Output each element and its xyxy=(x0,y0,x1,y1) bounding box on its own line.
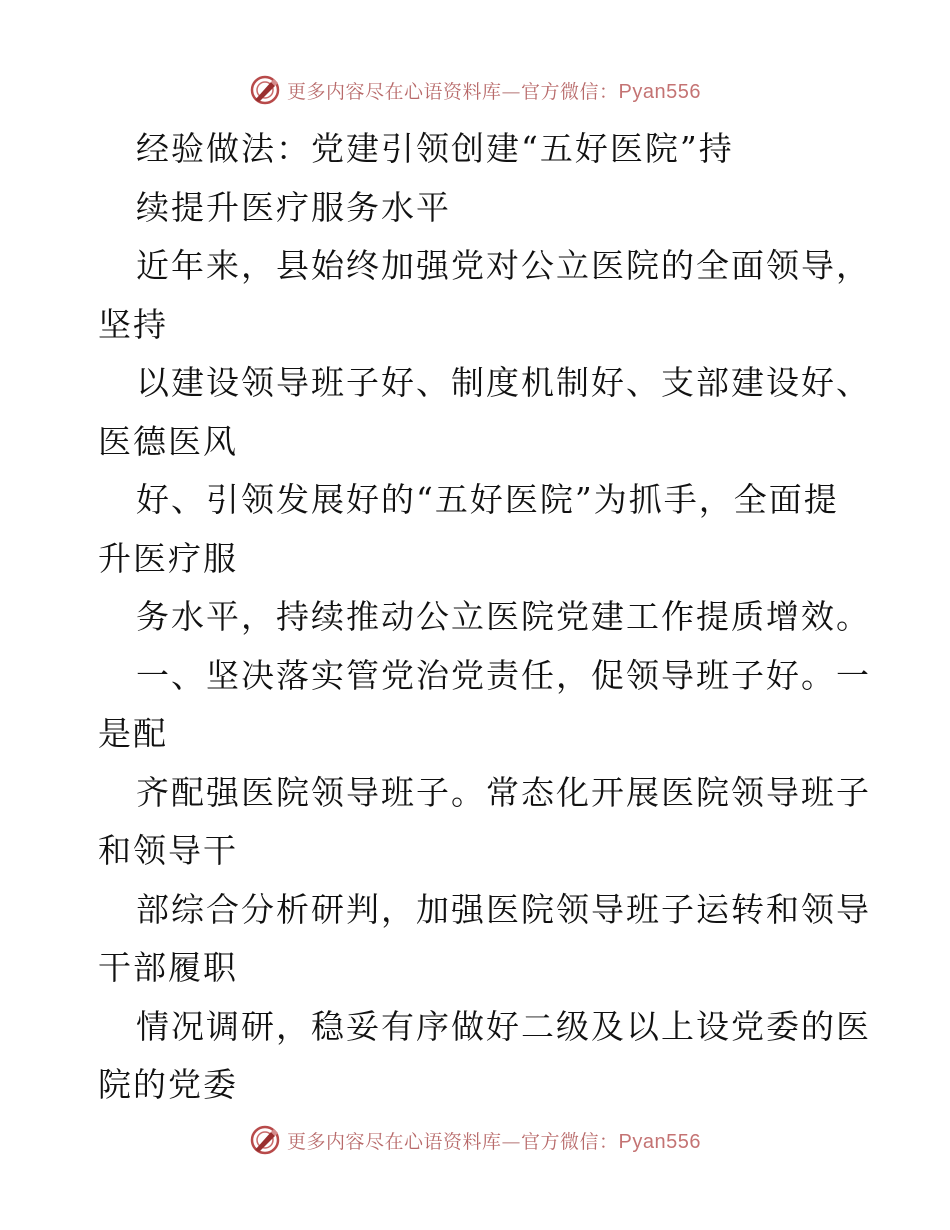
watermark-text: 更多内容尽在心语资料库—官方微信：Pyan556 xyxy=(287,80,701,103)
watermark-text: 更多内容尽在心语资料库—官方微信：Pyan556 xyxy=(287,1130,701,1153)
document-body xyxy=(98,120,871,1115)
text-line: 以建设领导班子好、制度机制好、支部建设好、 xyxy=(136,363,871,402)
text-line: 一、坚决落实管党治党责任，促领导班子好。一 xyxy=(136,655,871,695)
text-line: 和领导干 xyxy=(98,831,238,870)
text-line: 经验做法：党建引领创建“五好医院”持 xyxy=(136,129,734,168)
text-line: 齐配强医院领导班子。常态化开展医院领导班子 xyxy=(136,772,871,812)
wechat-id: Pyan556 xyxy=(618,80,701,103)
text-line: 是配 xyxy=(98,714,168,753)
text-line: 院的党委 xyxy=(98,1065,238,1104)
text-line: 升医疗服 xyxy=(98,538,238,578)
text-line: 续提升医疗服务水平 xyxy=(136,187,451,227)
text-line: 干部履职 xyxy=(98,948,238,987)
text-line: 好、引领发展好的“五好医院”为抓手，全面提 xyxy=(136,480,839,519)
text-line: 近年来，县始终加强党对公立医院的全面领导， xyxy=(136,246,871,285)
text-line: 务水平，持续推动公立医院党建工作提质增效。 xyxy=(136,597,871,636)
header-watermark xyxy=(0,70,950,110)
text-line: 医德医风 xyxy=(98,421,238,461)
footer-watermark xyxy=(0,1120,950,1160)
pen-logo-icon xyxy=(249,1124,281,1156)
pen-logo-icon xyxy=(249,74,281,106)
text-line: 坚持 xyxy=(98,304,168,344)
text-line: 部综合分析研判，加强医院领导班子运转和领导 xyxy=(136,889,871,929)
text-line: 情况调研，稳妥有序做好二级及以上设党委的医 xyxy=(136,1006,871,1046)
wechat-id: Pyan556 xyxy=(618,1130,701,1153)
